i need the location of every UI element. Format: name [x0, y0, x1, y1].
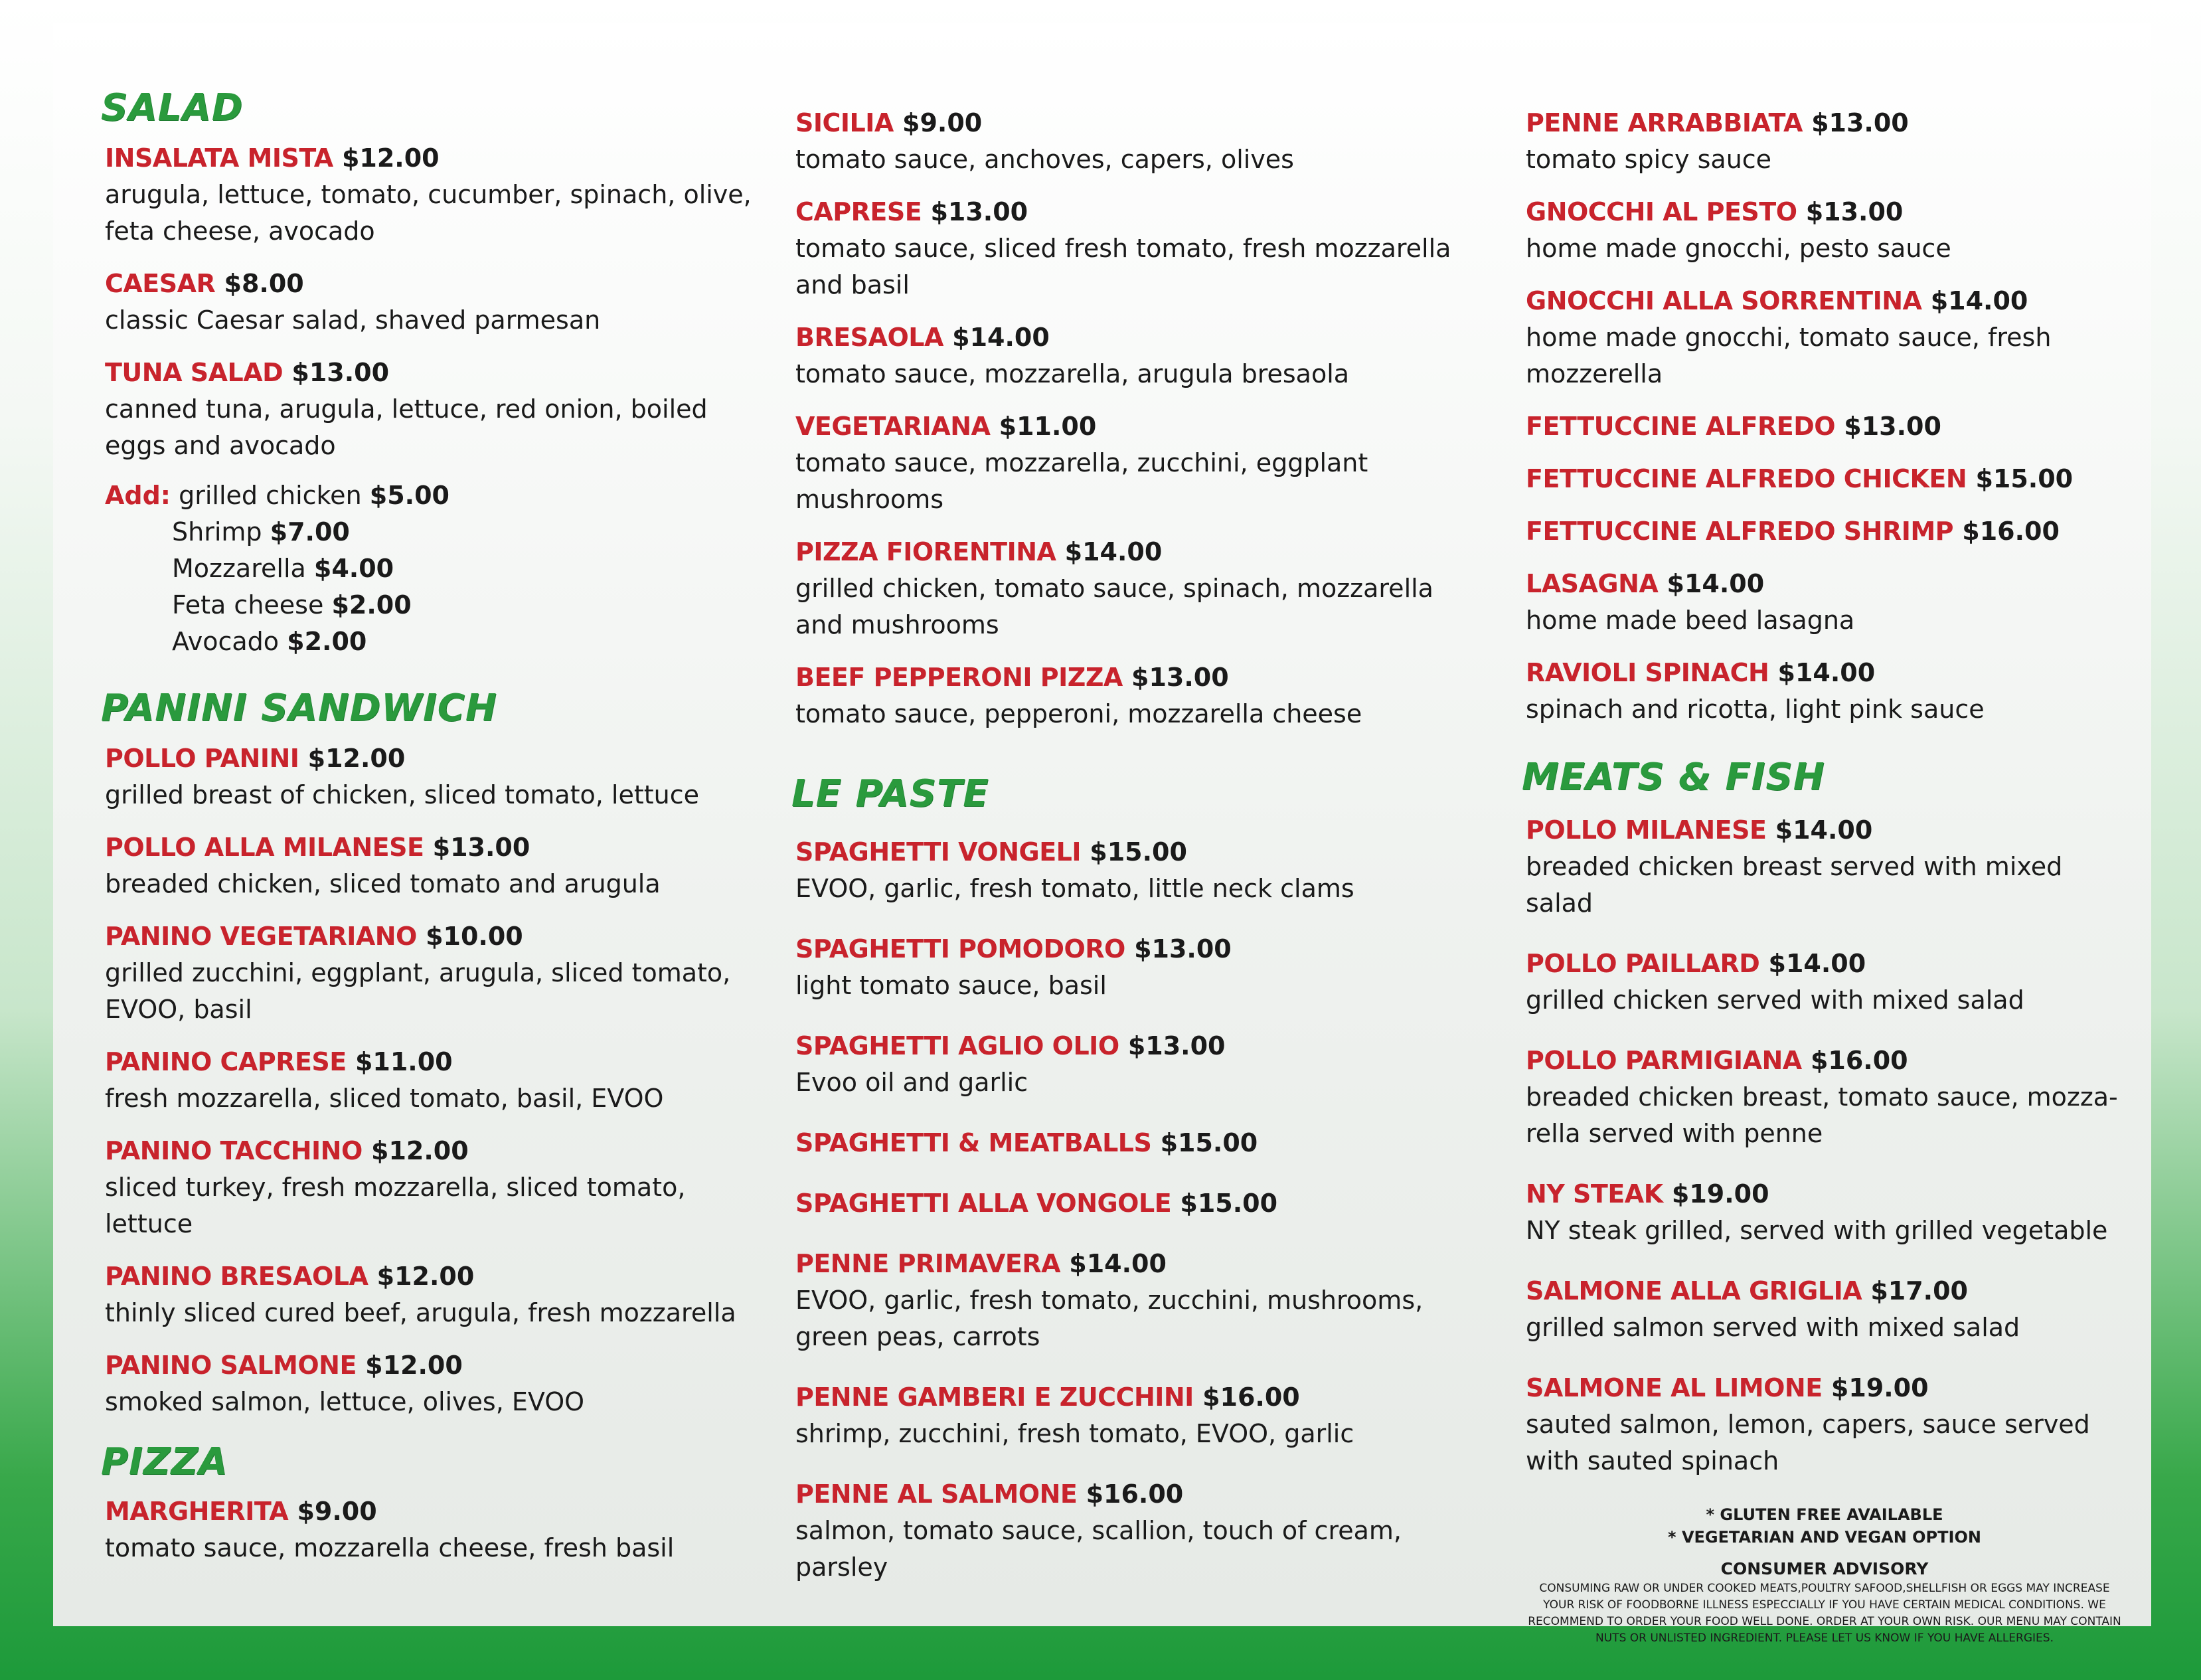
menu-item-description: tomato sauce, sliced fresh tomato, fresh mozzarella and basil — [795, 234, 1451, 299]
section-title-panini: PANINI SANDWICH — [101, 686, 497, 730]
menu-item — [1526, 946, 2123, 1019]
menu-item — [105, 140, 756, 250]
menu-item-price: $11.00 — [355, 1047, 453, 1076]
menu-item — [795, 1246, 1466, 1355]
menu-item-description: tomato spicy sauce — [1526, 145, 1772, 174]
menu-item-name: CAPRESE — [795, 197, 922, 226]
menu-item-description: tomato sauce, mozzarella cheese, fresh basil — [105, 1533, 675, 1563]
addon-name: Feta cheese — [172, 590, 324, 620]
menu-item-price: $15.00 — [1975, 464, 2074, 493]
menu-panel — [53, 23, 2151, 1645]
menu-item — [1526, 408, 2123, 445]
menu-item-price: $13.00 — [1131, 663, 1229, 692]
menu-item-price: $9.00 — [297, 1497, 377, 1527]
menu-item-header — [1526, 513, 2123, 550]
pizza-list — [105, 1493, 756, 1566]
menu-item-description: classic Caesar salad, shaved parmesan — [105, 305, 601, 335]
menu-item-header — [1526, 812, 2123, 849]
menu-item-description: arugula, lettuce, tomato, cucumber, spinach, olive, feta cheese, avocado — [105, 179, 752, 246]
menu-item-price: $12.00 — [341, 143, 440, 173]
menu-item — [1526, 1273, 2123, 1346]
section-pizza-continued — [795, 105, 1466, 732]
menu-item-header — [105, 1133, 756, 1169]
menu-item-header — [105, 740, 756, 777]
menu-item-description: breaded chicken breast served with mixed salad — [1526, 851, 2063, 918]
menu-item — [795, 1476, 1466, 1586]
menu-item-price: $14.00 — [1775, 815, 1873, 845]
menu-item-name: PANINO SALMONE — [105, 1350, 357, 1380]
menu-item — [1526, 105, 2123, 178]
menu-item-description: canned tuna, arugula, lettuce, red onion, boiled eggs and avocado — [105, 394, 708, 460]
menu-item-header — [1526, 1273, 2123, 1309]
menu-notes — [1526, 1503, 2123, 1647]
addon-name: Shrimp — [172, 517, 262, 546]
menu-item-description: salmon, tomato sauce, scallion, touch of cream, parsley — [795, 1515, 1402, 1582]
menu-item-header — [105, 1258, 756, 1295]
menu-item-name: SPAGHETTI VONGELI — [795, 837, 1082, 867]
menu-item — [795, 1185, 1466, 1222]
menu-item — [795, 319, 1466, 392]
menu-item-name: GNOCCHI AL PESTO — [1526, 197, 1797, 226]
menu-item-header — [795, 319, 1466, 356]
section-paste-continued — [1526, 105, 2123, 728]
addon-line — [105, 477, 756, 514]
menu-item-price: $13.00 — [432, 832, 530, 862]
section-pizza — [101, 1440, 756, 1567]
section-salad — [101, 86, 756, 660]
addon-price: $4.00 — [313, 553, 394, 583]
meats-list — [1526, 812, 2123, 1479]
menu-item-price: $14.00 — [952, 323, 1050, 352]
menu-item-price: $14.00 — [1768, 948, 1866, 978]
menu-item — [1526, 283, 2123, 392]
menu-item-name: PANINO VEGETARIANO — [105, 921, 417, 951]
menu-item-price: $16.00 — [1810, 1045, 1908, 1075]
menu-item — [105, 918, 756, 1028]
menu-item-price: $9.00 — [902, 108, 983, 137]
menu-item-description: shrimp, zucchini, fresh tomato, EVOO, garlic — [795, 1418, 1354, 1448]
menu-item-header — [795, 834, 1466, 871]
menu-item-header — [105, 1044, 756, 1080]
section-le-paste — [791, 772, 1466, 1586]
menu-item-description: grilled chicken, tomato sauce, spinach, mozzarella and mushrooms — [795, 574, 1433, 639]
menu-item-header — [105, 266, 756, 302]
menu-item-price: $8.00 — [224, 268, 304, 298]
menu-item-price: $13.00 — [1811, 108, 1909, 137]
menu-item-name: PANINO TACCHINO — [105, 1135, 363, 1165]
menu-item-name: INSALATA MISTA — [105, 143, 333, 173]
menu-item-description: sauted salmon, lemon, capers, sauce served with sauted spinach — [1526, 1409, 2090, 1475]
section-title-le-paste: LE PASTE — [791, 772, 989, 815]
addon-name: grilled chicken — [179, 480, 362, 510]
menu-item-price: $12.00 — [371, 1135, 469, 1165]
menu-item-name: POLLO PAILLARD — [1526, 948, 1760, 978]
menu-item-price: $15.00 — [1090, 837, 1187, 867]
addon-line — [105, 514, 756, 550]
menu-item-description: tomato sauce, mozzarella, arugula bresaola — [795, 359, 1350, 388]
paste-list — [795, 834, 1466, 1586]
menu-item — [1526, 461, 2123, 497]
menu-item-description: breaded chicken breast, tomato sauce, mozza-rella served with penne — [1526, 1082, 2118, 1148]
addon-price: $7.00 — [270, 517, 350, 546]
menu-item-name: SPAGHETTI AGLIO OLIO — [795, 1031, 1119, 1060]
menu-item-header — [105, 355, 756, 391]
menu-item — [795, 534, 1466, 643]
menu-column-2 — [791, 89, 1466, 1610]
menu-item-price: $13.00 — [1127, 1031, 1226, 1060]
menu-item-description: sliced turkey, fresh mozzarella, sliced tomato, lettuce — [105, 1172, 686, 1238]
menu-item-name: PENNE PRIMAVERA — [795, 1248, 1061, 1278]
menu-item-name: FETTUCCINE ALFREDO SHRIMP — [1526, 517, 1954, 546]
menu-item-name: POLLO PARMIGIANA — [1526, 1045, 1802, 1075]
menu-item-name: PENNE GAMBERI E ZUCCHINI — [795, 1382, 1194, 1412]
menu-item-header — [1526, 655, 2123, 691]
menu-item-header — [795, 1476, 1466, 1513]
menu-item — [795, 1125, 1466, 1161]
menu-item-name: SPAGHETTI POMODORO — [795, 934, 1125, 964]
addon-name: Avocado — [172, 626, 280, 656]
menu-item-name: SICILIA — [795, 108, 894, 137]
menu-item — [1526, 812, 2123, 922]
menu-item-description: home made beed lasagna — [1526, 606, 1855, 635]
menu-item-header — [795, 408, 1466, 445]
menu-item-price: $12.00 — [376, 1261, 475, 1291]
menu-item-name: SALMONE ALLA GRIGLIA — [1526, 1276, 1862, 1305]
menu-item-header — [795, 105, 1466, 141]
menu-item-header — [795, 1125, 1466, 1161]
section-title-meats-fish: MEATS & FISH — [1522, 756, 1825, 799]
menu-item-header — [1526, 1043, 2123, 1079]
menu-item — [795, 408, 1466, 518]
menu-item-name: LASAGNA — [1526, 569, 1659, 598]
section-panini — [101, 686, 756, 1420]
menu-item-price: $10.00 — [426, 921, 523, 951]
menu-item — [105, 1044, 756, 1117]
menu-item — [1526, 1043, 2123, 1152]
menu-item-name: TUNA SALAD — [105, 357, 284, 387]
menu-item — [105, 355, 756, 464]
menu-item — [105, 740, 756, 813]
section-title-salad: SALAD — [101, 86, 244, 129]
menu-item-header — [105, 1347, 756, 1384]
menu-item-header — [1526, 566, 2123, 602]
menu-item-header — [1526, 1370, 2123, 1406]
menu-item-header — [105, 829, 756, 866]
menu-item-name: POLLO PANINI — [105, 743, 299, 773]
salad-addons — [105, 477, 756, 660]
menu-item-header — [795, 659, 1466, 696]
menu-item — [795, 105, 1466, 178]
menu-item-description: grilled chicken served with mixed salad — [1526, 985, 2024, 1015]
menu-item-header — [1526, 194, 2123, 230]
menu-item — [1526, 194, 2123, 267]
menu-item — [105, 829, 756, 902]
menu-item-description: tomato sauce, pepperoni, mozzarella cheese — [795, 699, 1362, 728]
menu-item-name: POLLO ALLA MILANESE — [105, 832, 424, 862]
menu-item-header — [1526, 946, 2123, 982]
menu-column-1 — [101, 86, 756, 1582]
addon-line — [105, 587, 756, 624]
menu-item — [795, 834, 1466, 907]
menu-item-name: RAVIOLI SPINACH — [1526, 658, 1769, 687]
menu-item-description: home made gnocchi, pesto sauce — [1526, 234, 1951, 263]
addon-price: $5.00 — [369, 480, 449, 510]
menu-item-description: tomato sauce, mozzarella, zucchini, eggplant mushrooms — [795, 448, 1368, 514]
menu-item-description: NY steak grilled, served with grilled vegetable — [1526, 1215, 2108, 1245]
addon-line — [105, 624, 756, 660]
section-title-pizza: PIZZA — [101, 1440, 228, 1483]
menu-item-header — [1526, 1176, 2123, 1213]
menu-item-name: VEGETARIANA — [795, 412, 991, 441]
menu-item — [795, 194, 1466, 303]
menu-item-description: breaded chicken, sliced tomato and arugula — [105, 869, 661, 898]
menu-item-description: light tomato sauce, basil — [795, 970, 1107, 1000]
menu-item-header — [105, 918, 756, 955]
menu-item-price: $19.00 — [1671, 1179, 1769, 1209]
menu-item-price: $13.00 — [930, 197, 1028, 226]
menu-item-name: PIZZA FIORENTINA — [795, 537, 1056, 566]
consumer-advisory-title: CONSUMER ADVISORY — [1720, 1558, 1929, 1578]
menu-item-name: POLLO MILANESE — [1526, 815, 1767, 845]
menu-item-header — [105, 1493, 756, 1530]
menu-item-header — [1526, 461, 2123, 497]
menu-item-price: $13.00 — [1134, 934, 1232, 964]
addon-line — [105, 550, 756, 587]
menu-item-name: SPAGHETTI ALLA VONGOLE — [795, 1188, 1172, 1218]
menu-item-name: PANINO CAPRESE — [105, 1047, 347, 1076]
menu-item-price: $15.00 — [1180, 1188, 1278, 1218]
menu-item-name: SPAGHETTI & MEATBALLS — [795, 1128, 1152, 1157]
menu-item — [1526, 566, 2123, 639]
menu-item — [105, 1493, 756, 1566]
menu-item-name: BEEF PEPPERONI PIZZA — [795, 663, 1123, 692]
menu-item-header — [795, 1185, 1466, 1222]
menu-item-description: home made gnocchi, tomato sauce, fresh mozzerella — [1526, 323, 2052, 388]
menu-item-price: $14.00 — [1069, 1248, 1167, 1278]
menu-item — [105, 1258, 756, 1331]
menu-item — [105, 1347, 756, 1420]
menu-item-header — [105, 140, 756, 177]
menu-item-price: $15.00 — [1160, 1128, 1258, 1157]
addon-price: $2.00 — [287, 626, 367, 656]
menu-item-name: BRESAOLA — [795, 323, 943, 352]
menu-item-description: tomato sauce, anchoves, capers, olives — [795, 145, 1294, 174]
menu-item-price: $13.00 — [291, 357, 390, 387]
menu-item — [795, 931, 1466, 1004]
menu-item-price: $16.00 — [1086, 1479, 1184, 1509]
menu-item-description: fresh mozzarella, sliced tomato, basil, EVOO — [105, 1083, 664, 1113]
menu-item-price: $16.00 — [1202, 1382, 1300, 1412]
menu-item — [1526, 655, 2123, 728]
menu-item-name: FETTUCCINE ALFREDO — [1526, 412, 1836, 441]
menu-item-price: $14.00 — [1064, 537, 1163, 566]
menu-item — [1526, 1176, 2123, 1249]
menu-item — [795, 659, 1466, 732]
menu-item-header — [795, 1246, 1466, 1282]
menu-item-price: $11.00 — [999, 412, 1097, 441]
menu-item-description: grilled zucchini, eggplant, arugula, sliced tomato, EVOO, basil — [105, 958, 731, 1024]
addon-name: Mozzarella — [172, 553, 306, 583]
gluten-free-note: * GLUTEN FREE AVAILABLE — [1706, 1505, 1943, 1524]
menu-item-price: $13.00 — [1805, 197, 1904, 226]
pizza-continued-list — [795, 105, 1466, 732]
menu-item-price: $19.00 — [1831, 1373, 1929, 1402]
menu-item-price: $17.00 — [1870, 1276, 1968, 1305]
menu-item-name: PENNE ARRABBIATA — [1526, 108, 1803, 137]
addon-price: $2.00 — [331, 590, 412, 620]
panini-list — [105, 740, 756, 1420]
menu-item-header — [795, 931, 1466, 967]
consumer-advisory-text: CONSUMING RAW OR UNDER COOKED MEATS,POULTRY SAFOOD,SHELLFISH OR EGGS MAY INCREASE YOUR RISK OF FOODBORNE ILLNESS ESPECCIALLY IF YOU HAVE CERTAIN MEDICAL CONDITIONS. WE RECOMMEND TO ORDER YOUR FOOD WELL DONE. ORDER AT YOUR OWN RISK. OUR MENU MAY CONTAIN NUTS OR UNLISTED INGREDIENT. PLEASE LET US KNOW IF YOU HAVE ALLERGIES. — [1528, 1581, 2121, 1645]
menu-item-header — [795, 1028, 1466, 1064]
menu-item-price: $13.00 — [1844, 412, 1941, 441]
menu-item-description: Evoo oil and garlic — [795, 1067, 1028, 1097]
menu-item-header — [1526, 283, 2123, 319]
menu-item-name: PENNE AL SALMONE — [795, 1479, 1078, 1509]
menu-item — [795, 1379, 1466, 1452]
menu-item — [105, 266, 756, 339]
menu-item-header — [795, 534, 1466, 570]
menu-item-price: $16.00 — [1962, 517, 2060, 546]
menu-item — [105, 1133, 756, 1242]
menu-item-price: $14.00 — [1777, 658, 1876, 687]
menu-item — [1526, 1370, 2123, 1479]
menu-item-name: NY STEAK — [1526, 1179, 1663, 1209]
menu-item-name: PANINO BRESAOLA — [105, 1261, 368, 1291]
menu-item-price: $14.00 — [1930, 286, 2028, 315]
menu-item-header — [795, 1379, 1466, 1416]
menu-item-header — [1526, 105, 2123, 141]
menu-item-description: grilled salmon served with mixed salad — [1526, 1312, 2020, 1342]
menu-item-name: GNOCCHI ALLA SORRENTINA — [1526, 286, 1922, 315]
menu-item-name: MARGHERITA — [105, 1497, 289, 1527]
menu-item-name: CAESAR — [105, 268, 216, 298]
menu-item — [795, 1028, 1466, 1101]
menu-item-name: SALMONE AL LIMONE — [1526, 1373, 1823, 1402]
menu-item-description: grilled breast of chicken, sliced tomato, lettuce — [105, 780, 699, 809]
menu-item — [1526, 513, 2123, 550]
menu-item-name: FETTUCCINE ALFREDO CHICKEN — [1526, 464, 1967, 493]
menu-item-description: thinly sliced cured beef, arugula, fresh mozzarella — [105, 1298, 736, 1327]
menu-item-description: EVOO, garlic, fresh tomato, zucchini, mushrooms, green peas, carrots — [795, 1285, 1424, 1351]
section-meats-fish — [1522, 756, 2123, 1479]
menu-item-description: EVOO, garlic, fresh tomato, little neck clams — [795, 873, 1354, 903]
menu-item-description: spinach and ricotta, light pink sauce — [1526, 695, 1985, 724]
menu-item-header — [1526, 408, 2123, 445]
menu-item-header — [795, 194, 1466, 230]
salad-list — [105, 140, 756, 464]
menu-item-price: $12.00 — [307, 743, 406, 773]
menu-item-price: $14.00 — [1667, 569, 1765, 598]
menu-column-3 — [1522, 89, 2123, 1647]
menu-item-price: $12.00 — [365, 1350, 463, 1380]
paste-continued-list — [1526, 105, 2123, 728]
menu-item-description: smoked salmon, lettuce, olives, EVOO — [105, 1386, 585, 1416]
vegan-option-note: * VEGETARIAN AND VEGAN OPTION — [1668, 1527, 1981, 1547]
add-label: Add: — [105, 480, 171, 510]
